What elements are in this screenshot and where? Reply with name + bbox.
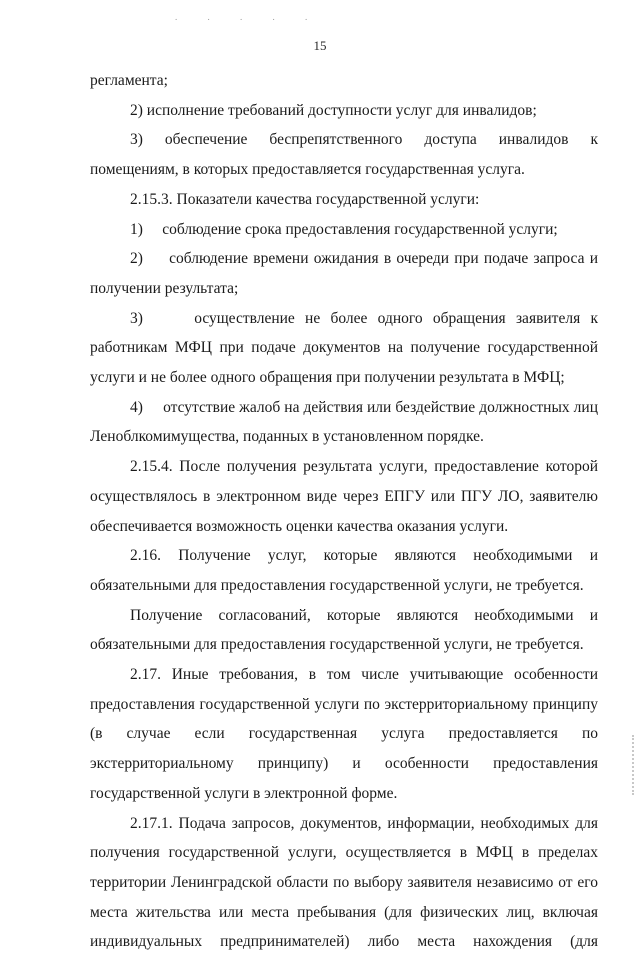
- paragraph-2-16: 2.16. Получение услуг, которые являются необходимыми и обязательными для предоставления государственной услуги, не требуется.: [90, 547, 598, 594]
- document-body: [90, 66, 598, 957]
- scan-artifact-marks: . . . . .: [175, 12, 322, 22]
- scan-edge-mark: [632, 735, 636, 795]
- paragraph-quality-2: 2) соблюдение времени ожидания в очереди при подаче запроса и получении результата;: [90, 250, 598, 297]
- paragraph-item-2: 2) исполнение требований доступности услуг для инвалидов;: [130, 101, 537, 119]
- paragraph-item-3: 3) обеспечение беспрепятственного доступа инвалидов к помещениям, в которых предоставляется государственная услуга.: [90, 131, 598, 179]
- paragraph-approvals: Получение согласований, которые являются необходимыми и обязательными для предоставления государственной услуги, не требуется.: [90, 606, 598, 654]
- paragraph-quality-4: 4) отсутствие жалоб на действия или бездействие должностных лиц Леноблкомимущества, поданных в установленном порядке.: [90, 398, 598, 446]
- paragraph-2-15-4: 2.15.4. После получения результата услуги, предоставление которой осуществлялось в электронном виде через ЕПГУ или ПГУ ЛО, заявителю обеспечивается возможность оценки качества оказания услуги.: [90, 458, 598, 535]
- paragraph-2-17: 2.17. Иные требования, в том числе учитывающие особенности предоставления государственной услуги по экстерриториальному принципу (в случае если государственная услуга предоставляется по экстерриториальному принципу) и особенности предоставления государственной услуги в электронной форме.: [90, 666, 598, 802]
- page-number: 15: [313, 38, 327, 53]
- paragraph-reglament-end: регламента;: [90, 72, 168, 89]
- paragraph-2-15-3-heading: 2.15.3. Показатели качества государственной услуги:: [130, 190, 480, 208]
- paragraph-quality-3: 3) осуществление не более одного обращения заявителя к работникам МФЦ при подаче документов на получение государственной услуги и не более одного обращения при получении результата в МФЦ;: [90, 309, 598, 387]
- paragraph-quality-1: 1) соблюдение срока предоставления государственной услуги;: [130, 220, 558, 238]
- paragraph-2-17-1: 2.17.1. Подача запросов, документов, информации, необходимых для получения государственной услуги, осуществляется в МФЦ в пределах территории Ленинградской области по выбору заявителя независимо от его места жительства или места пребывания (для физических лиц, включая индивидуальных предпринимателей) либо места нахождения (для: [90, 814, 598, 951]
